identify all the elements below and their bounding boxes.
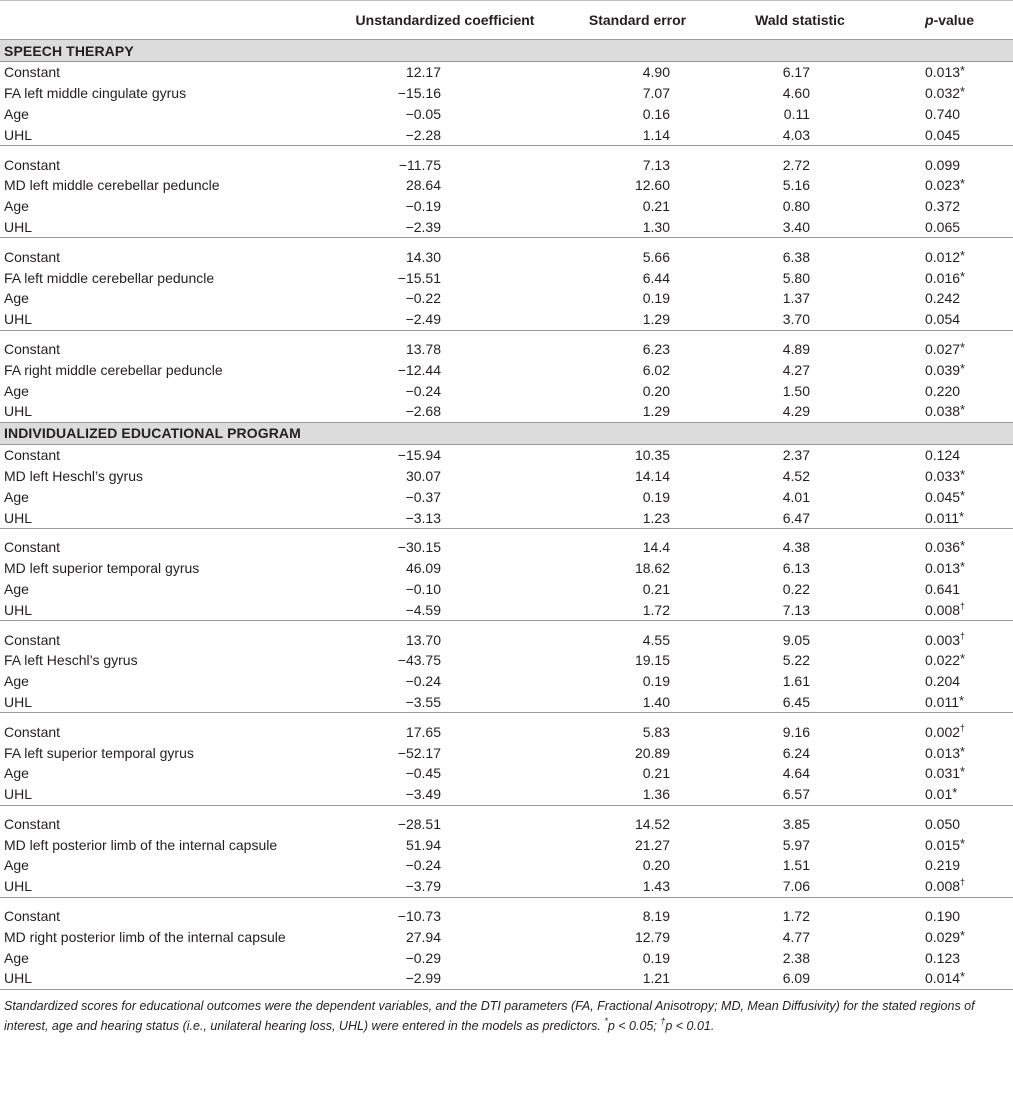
row-label: MD left middle cerebellar peduncle — [4, 177, 220, 194]
standard-error-cell: 1.30 — [642, 218, 670, 235]
row-label: UHL — [4, 878, 33, 895]
coefficient-cell: 51.94 — [405, 836, 441, 853]
row-label: Age — [4, 105, 29, 122]
standard-error-cell: 1.72 — [642, 601, 670, 618]
table-row — [0, 629, 1013, 650]
wald-cell: 0.22 — [782, 580, 810, 597]
coefficient-cell: −43.75 — [397, 652, 441, 669]
coefficient-cell: −3.79 — [405, 878, 441, 895]
standard-error-cell: 0.21 — [642, 580, 670, 597]
wald-cell: 2.37 — [782, 447, 810, 464]
standard-error-cell: 1.14 — [642, 126, 670, 143]
p-value-cell: 0.065 — [925, 218, 961, 235]
row-label: Age — [4, 857, 29, 874]
wald-cell: 6.45 — [782, 693, 810, 710]
coefficient-cell: −11.75 — [398, 156, 441, 173]
standard-error-cell: 0.20 — [642, 857, 670, 874]
coefficient-cell: −0.29 — [405, 949, 441, 966]
header-coefficient: Unstandardized coefficient — [345, 1, 545, 40]
p-value-cell: 0.032* — [925, 84, 966, 102]
table-row — [0, 359, 1013, 380]
standard-error-cell: 0.19 — [642, 488, 670, 505]
wald-cell: 6.13 — [782, 560, 810, 577]
section-title: SPEECH THERAPY — [0, 40, 1013, 62]
wald-cell: 2.38 — [782, 949, 810, 966]
table-row — [0, 339, 1013, 360]
standard-error-cell: 0.16 — [642, 105, 670, 122]
coefficient-cell: −3.13 — [405, 509, 441, 526]
table-row — [0, 175, 1013, 196]
p-value-cell: 0.641 — [925, 580, 961, 597]
standard-error-cell: 6.02 — [642, 361, 670, 378]
wald-cell: 6.47 — [782, 509, 810, 526]
coefficient-cell: 12.17 — [405, 64, 441, 81]
p-value-cell: 0.045 — [925, 126, 961, 143]
p-value-cell: 0.013* — [925, 743, 966, 761]
coefficient-cell: −0.22 — [405, 290, 441, 307]
standard-error-cell: 1.36 — [642, 786, 670, 803]
coefficient-cell: −0.05 — [405, 105, 441, 122]
coefficient-cell: −2.68 — [405, 403, 441, 420]
standard-error-cell: 0.19 — [642, 290, 670, 307]
p-value-cell: 0.050 — [925, 815, 961, 832]
wald-cell: 5.97 — [782, 836, 810, 853]
row-label: Constant — [4, 815, 61, 832]
coefficient-cell: −15.94 — [397, 447, 441, 464]
table-row — [0, 309, 1013, 330]
p-value-cell: 0.029* — [925, 927, 966, 945]
row-label: UHL — [4, 601, 33, 618]
wald-cell: 1.72 — [782, 908, 810, 925]
standard-error-cell: 6.44 — [642, 269, 670, 286]
wald-cell: 3.70 — [782, 311, 810, 328]
wald-cell: 4.29 — [782, 403, 810, 420]
row-label: Constant — [4, 908, 61, 925]
section-title: INDIVIDUALIZED EDUCATIONAL PROGRAM — [0, 422, 1013, 444]
standard-error-cell: 8.19 — [642, 908, 670, 925]
standard-error-cell: 4.55 — [642, 631, 670, 648]
row-label: MD left Heschl’s gyrus — [4, 467, 144, 484]
wald-cell: 9.05 — [782, 631, 810, 648]
row-label: Age — [4, 382, 29, 399]
table-row — [0, 671, 1013, 692]
p-value-cell: 0.054 — [925, 311, 961, 328]
wald-cell: 4.03 — [782, 126, 810, 143]
coefficient-cell: −10.73 — [397, 908, 441, 925]
table-row — [0, 763, 1013, 784]
table-row — [0, 401, 1013, 422]
coefficient-cell: 27.94 — [405, 928, 441, 945]
wald-cell: 6.09 — [782, 970, 810, 987]
row-label: UHL — [4, 786, 33, 803]
standard-error-cell: 19.15 — [634, 652, 670, 669]
coefficient-cell: −2.99 — [405, 970, 441, 987]
standard-error-cell: 5.66 — [642, 248, 670, 265]
wald-cell: 5.16 — [782, 177, 810, 194]
p-value-cell: 0.01* — [925, 785, 958, 803]
row-label: Constant — [4, 64, 61, 81]
wald-cell: 4.60 — [782, 85, 810, 102]
table-row — [0, 876, 1013, 897]
wald-cell: 0.11 — [783, 105, 810, 122]
standard-error-cell: 1.29 — [642, 403, 670, 420]
table-row — [0, 579, 1013, 600]
wald-cell: 3.40 — [782, 218, 810, 235]
p-value-cell: 0.022* — [925, 651, 966, 669]
header-wald: Wald statistic — [730, 1, 870, 40]
row-label: FA left middle cingulate gyrus — [4, 85, 187, 102]
standard-error-cell: 12.60 — [634, 177, 670, 194]
table-row — [0, 537, 1013, 558]
row-label: Constant — [4, 631, 61, 648]
row-label: Constant — [4, 156, 61, 173]
coefficient-cell: −2.28 — [405, 126, 441, 143]
standard-error-cell: 1.23 — [642, 509, 670, 526]
table-row — [0, 466, 1013, 487]
table-footnote: Standardized scores for educational outcomes were the dependent variables, and the DTI parameters (FA, Fractional Anisotropy; MD, Mean Diffusivity) for the stated regions of interest, age and hearing status (i.e., unilateral hearing loss, UHL) were entered in the models as predictors. *p < 0.05; †p < 0.01. — [4, 998, 975, 1033]
p-value-cell: 0.220 — [925, 382, 961, 399]
coefficient-cell: 13.70 — [405, 631, 441, 648]
coefficient-cell: −0.24 — [405, 382, 441, 399]
p-value-cell: 0.013* — [925, 559, 966, 577]
standard-error-cell: 18.62 — [634, 560, 670, 577]
row-label: FA left superior temporal gyrus — [4, 744, 194, 761]
standard-error-cell: 20.89 — [634, 744, 670, 761]
p-value-cell: 0.242 — [925, 290, 961, 307]
wald-cell: 4.89 — [782, 340, 810, 357]
wald-cell: 4.01 — [782, 488, 810, 505]
p-value-cell: 0.190 — [925, 908, 961, 925]
p-value-cell: 0.013* — [925, 63, 966, 81]
standard-error-cell: 0.20 — [642, 382, 670, 399]
coefficient-cell: −0.37 — [405, 488, 441, 505]
table-header — [0, 1, 1013, 40]
table-row — [0, 834, 1013, 855]
coefficient-cell: −0.24 — [405, 857, 441, 874]
row-label: UHL — [4, 693, 33, 710]
standard-error-cell: 21.27 — [634, 836, 670, 853]
wald-cell: 6.38 — [782, 248, 810, 265]
table-row — [0, 267, 1013, 288]
p-value-cell: 0.008† — [925, 877, 966, 895]
standard-error-cell: 6.23 — [642, 340, 670, 357]
table-row — [0, 692, 1013, 713]
p-value-cell: 0.372 — [925, 198, 961, 215]
coefficient-cell: −4.59 — [405, 601, 441, 618]
coefficient-cell: −52.17 — [397, 744, 441, 761]
row-label: Constant — [4, 539, 61, 556]
wald-cell: 4.38 — [782, 539, 810, 556]
row-label: FA left Heschl’s gyrus — [4, 652, 138, 669]
wald-cell: 9.16 — [782, 723, 810, 740]
table-row — [0, 246, 1013, 267]
row-label: UHL — [4, 126, 33, 143]
coefficient-cell: −30.15 — [397, 539, 441, 556]
row-label: MD left posterior limb of the internal capsule — [4, 836, 278, 853]
p-value-cell: 0.003† — [925, 630, 966, 648]
row-label: Age — [4, 290, 29, 307]
coefficient-cell: −3.55 — [405, 693, 441, 710]
standard-error-cell: 7.13 — [642, 156, 670, 173]
coefficient-cell: 30.07 — [405, 467, 441, 484]
table-row — [0, 947, 1013, 968]
wald-cell: 6.57 — [782, 786, 810, 803]
table-row — [0, 814, 1013, 835]
wald-cell: 5.22 — [782, 652, 810, 669]
coefficient-cell: −3.49 — [405, 786, 441, 803]
wald-cell: 5.80 — [782, 269, 810, 286]
standard-error-cell: 4.90 — [642, 64, 670, 81]
section-row — [0, 40, 1013, 62]
coefficient-cell: −0.19 — [405, 198, 441, 215]
row-label: Constant — [4, 723, 61, 740]
table-row — [0, 721, 1013, 742]
standard-error-cell: 7.07 — [642, 85, 670, 102]
row-label: UHL — [4, 509, 33, 526]
row-label: MD right posterior limb of the internal capsule — [4, 928, 286, 945]
wald-cell: 6.24 — [782, 744, 810, 761]
p-value-cell: 0.036* — [925, 538, 966, 556]
table-row — [0, 650, 1013, 671]
wald-cell: 4.52 — [782, 467, 810, 484]
coefficient-cell: 17.65 — [405, 723, 441, 740]
standard-error-cell: 1.43 — [642, 878, 670, 895]
wald-cell: 7.06 — [782, 878, 810, 895]
row-label: Age — [4, 949, 29, 966]
row-label: Age — [4, 198, 29, 215]
wald-cell: 3.85 — [782, 815, 810, 832]
p-value-cell: 0.740 — [925, 105, 961, 122]
wald-cell: 1.50 — [782, 382, 810, 399]
row-label: UHL — [4, 403, 33, 420]
coefficient-cell: −0.24 — [405, 673, 441, 690]
standard-error-cell: 14.4 — [642, 539, 670, 556]
standard-error-cell: 0.19 — [642, 673, 670, 690]
row-label: Age — [4, 580, 29, 597]
wald-cell: 1.37 — [782, 290, 810, 307]
coefficient-cell: −15.51 — [397, 269, 441, 286]
standard-error-cell: 0.21 — [642, 198, 670, 215]
coefficient-cell: −0.10 — [405, 580, 441, 597]
p-value-cell: 0.016* — [925, 268, 966, 286]
row-label: Constant — [4, 248, 61, 265]
row-label: Age — [4, 765, 29, 782]
p-value-cell: 0.204 — [925, 673, 961, 690]
table-row — [0, 507, 1013, 528]
table-row — [0, 558, 1013, 579]
coefficient-cell: 28.64 — [405, 177, 441, 194]
table-row — [0, 599, 1013, 620]
p-value-cell: 0.033* — [925, 466, 966, 484]
header-standard-error: Standard error — [545, 1, 730, 40]
coefficient-cell: −15.16 — [397, 85, 441, 102]
p-value-cell: 0.123 — [925, 949, 961, 966]
wald-cell: 1.51 — [782, 857, 810, 874]
p-value-cell: 0.099 — [925, 156, 961, 173]
p-value-cell: 0.031* — [925, 764, 966, 782]
standard-error-cell: 5.83 — [642, 723, 670, 740]
table-row — [0, 926, 1013, 947]
p-value-cell: 0.011* — [925, 508, 965, 526]
p-value-cell: 0.038* — [925, 402, 966, 420]
table-row — [0, 784, 1013, 805]
coefficient-cell: 14.30 — [405, 248, 441, 265]
table-row — [0, 486, 1013, 507]
table-row — [0, 124, 1013, 145]
table-row — [0, 742, 1013, 763]
table-row — [0, 968, 1013, 989]
row-label: Constant — [4, 447, 61, 464]
row-label: UHL — [4, 311, 33, 328]
p-value-cell: 0.219 — [925, 857, 961, 874]
table-row — [0, 855, 1013, 876]
coefficient-cell: −0.45 — [405, 765, 441, 782]
coefficient-cell: −12.44 — [397, 361, 441, 378]
wald-cell: 7.13 — [782, 601, 810, 618]
table-row — [0, 104, 1013, 125]
standard-error-cell: 0.21 — [642, 765, 670, 782]
header-p-value: p-value — [870, 1, 1013, 40]
standard-error-cell: 1.21 — [642, 970, 670, 987]
p-value-cell: 0.124 — [925, 447, 961, 464]
table-row — [0, 380, 1013, 401]
standard-error-cell: 14.52 — [634, 815, 670, 832]
row-label: Age — [4, 488, 29, 505]
row-label: UHL — [4, 218, 33, 235]
table-row — [0, 444, 1013, 465]
wald-cell: 4.64 — [782, 765, 810, 782]
standard-error-cell: 1.29 — [642, 311, 670, 328]
p-value-cell: 0.002† — [925, 722, 966, 740]
row-label: Constant — [4, 340, 61, 357]
p-value-cell: 0.008† — [925, 600, 966, 618]
p-value-cell: 0.014* — [925, 969, 966, 987]
header-label — [0, 1, 345, 40]
table-row — [0, 83, 1013, 104]
table-row — [0, 288, 1013, 309]
table-body — [0, 40, 1013, 990]
row-label: Age — [4, 673, 29, 690]
p-value-cell: 0.045* — [925, 487, 966, 505]
wald-cell: 4.77 — [782, 928, 810, 945]
section-row — [0, 422, 1013, 444]
row-label: UHL — [4, 970, 33, 987]
row-label: FA left middle cerebellar peduncle — [4, 269, 215, 286]
p-value-cell: 0.039* — [925, 360, 966, 378]
coefficient-cell: 13.78 — [405, 340, 441, 357]
standard-error-cell: 10.35 — [634, 447, 670, 464]
p-value-cell: 0.023* — [925, 176, 966, 194]
standard-error-cell: 0.19 — [642, 949, 670, 966]
p-value-cell: 0.012* — [925, 247, 966, 265]
standard-error-cell: 14.14 — [634, 467, 670, 484]
p-value-cell: 0.027* — [925, 339, 966, 357]
row-label: FA right middle cerebellar peduncle — [4, 361, 223, 378]
standard-error-cell: 1.40 — [642, 693, 670, 710]
coefficient-cell: 46.09 — [405, 560, 441, 577]
wald-cell: 2.72 — [782, 156, 810, 173]
wald-cell: 0.80 — [782, 198, 810, 215]
table-row — [0, 196, 1013, 217]
p-value-cell: 0.015* — [925, 835, 966, 853]
wald-cell: 1.61 — [782, 673, 810, 690]
coefficient-cell: −2.39 — [405, 218, 441, 235]
standard-error-cell: 12.79 — [634, 928, 670, 945]
coefficient-cell: −28.51 — [397, 815, 441, 832]
p-value-cell: 0.011* — [925, 692, 965, 710]
wald-cell: 6.17 — [782, 64, 810, 81]
table-row — [0, 217, 1013, 238]
table-row — [0, 62, 1013, 83]
coefficient-cell: −2.49 — [405, 311, 441, 328]
table-row — [0, 906, 1013, 927]
row-label: MD left superior temporal gyrus — [4, 560, 200, 577]
table-row — [0, 154, 1013, 175]
wald-cell: 4.27 — [782, 361, 810, 378]
